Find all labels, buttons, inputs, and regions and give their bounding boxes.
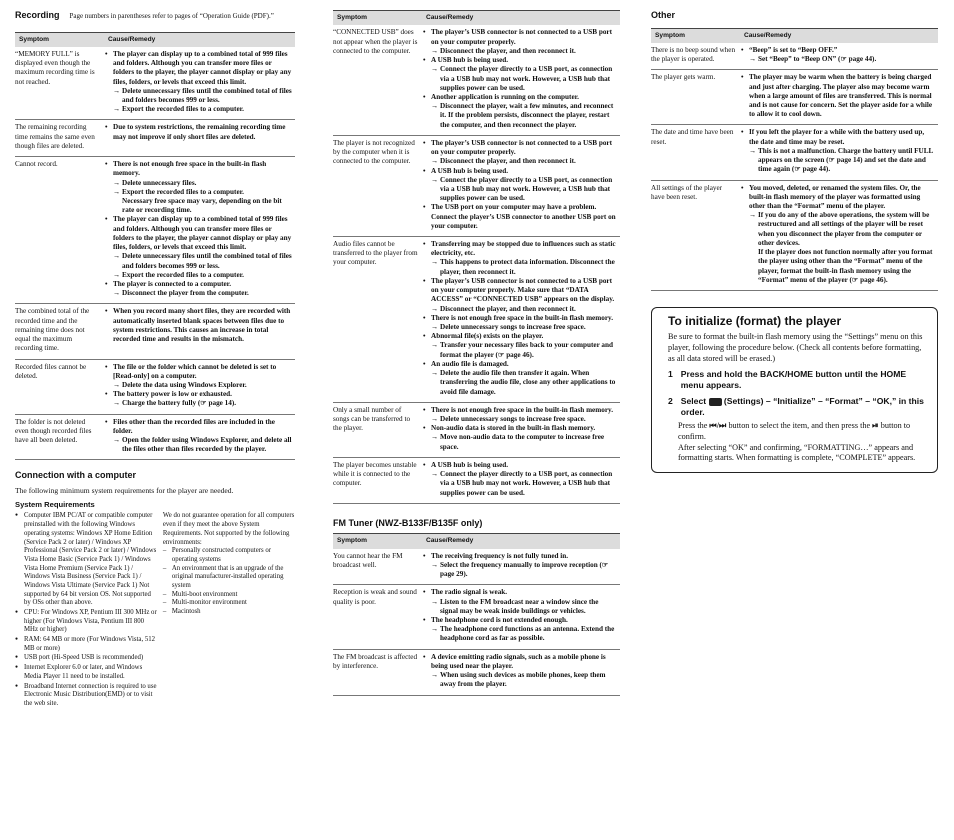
list-item: – Personally constructed computers or operating systems <box>163 547 295 564</box>
recording-table <box>15 32 295 461</box>
remedy-item: → Export the recorded files to a computer. <box>113 105 292 114</box>
cause-text: • The player can display up to a combined total of 999 files and folders. Although you can transfer more files or folders to the player, the player cannot display or play any files, folders, or levels that exceed this limit. <box>113 215 292 252</box>
symptom-cell: Audio files cannot be transferred to the player from your computer. <box>333 237 422 403</box>
cause-text: • There is not enough free space in the built-in flash memory. <box>431 405 614 414</box>
cause-item <box>740 46 935 64</box>
table-row <box>651 125 938 180</box>
cause-list <box>104 363 292 409</box>
cause-list <box>104 307 292 344</box>
table-row <box>333 135 620 236</box>
cause-list <box>422 552 617 580</box>
step-2-select: Select <box>680 396 707 407</box>
step-1 <box>668 369 929 391</box>
cause-text: • The USB port on your computer may have a problem. Connect the player’s USB connector to another USB port on your computer. <box>431 203 616 230</box>
cause-item <box>104 50 292 115</box>
remedy-item: → Move non-audio data to the computer to increase free space. <box>431 433 617 451</box>
table-row <box>15 157 295 304</box>
cause-list <box>740 46 935 64</box>
cause-list <box>422 240 617 397</box>
cause-cell <box>422 25 620 135</box>
remedy-item: → Disconnect the player, wait a few minutes, and reconnect it. If the problem persists, disconnect the player, restart the computer, and then reconnect the player. <box>431 102 617 130</box>
cause-item <box>740 128 935 174</box>
cause-text: • Files other than the recorded files are included in the folder. <box>113 417 275 435</box>
cause-text: • The player’s USB connector is not connected to a USB port on your computer properly. <box>431 28 613 46</box>
column-2 <box>333 10 620 702</box>
remedy-item: → Export the recorded files to a computer. <box>113 188 292 197</box>
remedy-item: → When using such devices as mobile phones, keep them away from the player. <box>431 671 617 689</box>
cause-item <box>422 240 617 277</box>
cause-text: • There is not enough free space in the built-in flash memory. <box>431 313 614 322</box>
step-2-text: (Settings) – “Initialize” – “Format” – “OK,” in this order. <box>680 396 924 418</box>
remedy-item: → Disconnect the player from the computer. <box>113 289 292 298</box>
symptom-cell: The remaining recording time remains the same even though files are deleted. <box>15 120 104 157</box>
table-row <box>15 47 295 120</box>
cause-cell <box>422 402 620 457</box>
cause-item <box>104 160 292 215</box>
step-2-body <box>678 421 929 464</box>
fm-table <box>333 533 620 695</box>
cause-text: • The player can display up to a combined total of 999 files and folders. Although you can transfer more files or folders to the player, the player cannot display or play any files, folders, or levels that exceed this limit. <box>113 49 292 86</box>
cause-cell <box>422 457 620 503</box>
remedy-item: → This happens to protect data information. Disconnect the player, then reconnect it. <box>431 258 617 276</box>
page-note: Page numbers in parentheses refer to pages of “Operation Guide (PDF).” <box>69 12 274 20</box>
remedy-item: → Delete unnecessary songs to increase free space. <box>431 323 617 332</box>
cause-item <box>740 73 935 119</box>
cause-item <box>104 215 292 280</box>
cause-cell <box>740 43 938 70</box>
cause-text: • When you record many short files, they are recorded with automatically inserted blank spaces between files due to system restrictions. This causes an increase in total recorded time and results in the mismatch. <box>113 307 291 344</box>
cause-text: • A USB hub is being used. <box>431 56 509 65</box>
table-row <box>15 304 295 359</box>
cause-list <box>422 653 617 690</box>
section-title-recording: Recording <box>15 10 60 20</box>
cause-item <box>422 616 617 644</box>
step-2-number: 2 <box>668 396 673 407</box>
symptom-cell: The FM broadcast is affected by interference. <box>333 649 422 695</box>
format-box <box>651 307 938 473</box>
symptom-cell: “MEMORY FULL” is displayed even though the maximum recording time is not reached. <box>15 47 104 120</box>
cause-item <box>422 277 617 314</box>
table-row <box>333 549 620 585</box>
symptom-cell: “CONNECTED USB” does not appear when the player is connected to the computer. <box>333 25 422 135</box>
step-2-body-2: After selecting “OK” and confirming, “FORMATTING…” appears and formatting starts. When formatting is complete, “COMPLETE” appears. <box>678 442 916 463</box>
cause-item <box>422 56 617 93</box>
col-header-symptom: Symptom <box>15 32 104 47</box>
remedy-item: → Delete unnecessary files until the combined total of files and folders becomes 999 or less. <box>113 252 292 270</box>
format-intro: Be sure to format the built-in flash memory using the “Settings” menu on this player, following the procedure below. (Check all contents before formatting, as all data stored will be erased.) <box>668 332 923 363</box>
cause-item <box>422 406 617 424</box>
cause-cell <box>422 135 620 236</box>
cause-text: • “Beep” is set to “Beep OFF.” <box>749 45 838 54</box>
cause-item <box>104 418 292 455</box>
col-header-cause: Cause/Remedy <box>104 32 295 47</box>
cause-text: • An audio file is damaged. <box>431 359 509 368</box>
cause-cell <box>104 157 295 304</box>
cause-cell <box>422 585 620 649</box>
remedy-note: Necessary free space may vary, depending on the bit rate or recording time. <box>122 197 282 215</box>
cause-text: • Due to system restrictions, the remaining recording time may not improve if only short files are deleted. <box>113 123 286 141</box>
cause-text: • Another application is running on the computer. <box>431 92 579 101</box>
section-title-connection: Connection with a computer <box>15 470 137 481</box>
remedy-item: → This is not a malfunction. Charge the battery until FULL appears on the screen (☞ page 14) and set the date and time again (☞ page 44). <box>749 147 935 175</box>
cause-list <box>422 28 617 129</box>
section-title-fm: FM Tuner (NWZ-B133F/B135F only) <box>333 517 483 528</box>
symptom-cell: The folder is not deleted even though recorded files have all been deleted. <box>15 414 104 460</box>
cause-list <box>104 123 292 141</box>
col-header-cause: Cause/Remedy <box>422 534 620 549</box>
remedy-item: → Disconnect the player, and then reconnect it. <box>431 305 617 314</box>
col-header-cause: Cause/Remedy <box>422 11 620 26</box>
remedy-note: If the player does not function normally after you format the player using other than the “Format” menu of the player, format the built-in flash memory using the “Format” menu of the player (☞ page 46). <box>758 248 933 284</box>
remedy-item: → Delete the data using Windows Explorer. <box>113 381 292 390</box>
cause-item <box>422 203 617 231</box>
cause-text: • The player may be warm when the battery is being charged and just after charging. The player also may become warm when a large amount of files are transferred. This is normal and is not cause for concern. Set the player aside for a while to allow it to cool down. <box>749 73 933 119</box>
connection-intro: The following minimum system requirements for the player are needed. <box>15 486 234 495</box>
cause-cell <box>422 237 620 403</box>
column-3 <box>651 10 938 473</box>
remedy-item: → Export the recorded files to a computer. <box>113 271 292 280</box>
unsupported-list <box>163 547 295 617</box>
symptom-cell: You cannot hear the FM broadcast well. <box>333 549 422 585</box>
cause-text: • A USB hub is being used. <box>431 460 509 469</box>
section-title-other: Other <box>651 10 676 20</box>
remedy-item: → Delete unnecessary files until the combined total of files and folders becomes 999 or less. <box>113 87 292 105</box>
prev-next-icon: ⏮/⏭ <box>709 421 727 431</box>
connection-table <box>333 10 620 504</box>
requirements-list <box>15 512 157 708</box>
cause-cell <box>104 359 295 414</box>
remedy-item: → If you do any of the above operations, the system will be restructured and all settings of the player will be reset when you disconnect the player from the computer or other devices. <box>749 211 935 248</box>
step-2 <box>668 396 929 418</box>
toolbox-icon <box>709 398 722 406</box>
remedy-item: → Connect the player directly to a USB port, as connection via a USB hub may not work. However, a USB hub that supplies power can be used. <box>431 176 617 204</box>
table-row <box>333 402 620 457</box>
table-row <box>651 180 938 290</box>
symptom-cell: Reception is weak and sound quality is poor. <box>333 585 422 649</box>
connection-rows <box>333 25 620 503</box>
table-row <box>15 359 295 414</box>
symptom-cell: Cannot record. <box>15 157 104 304</box>
col-header-symptom: Symptom <box>333 534 422 549</box>
cause-cell <box>422 649 620 695</box>
step-1-number: 1 <box>668 369 673 380</box>
cause-item <box>104 280 292 298</box>
col-header-symptom: Symptom <box>333 11 422 26</box>
table-row <box>651 70 938 125</box>
cause-text: • The player’s USB connector is not connected to a USB port on your computer properly. <box>431 138 613 157</box>
table-row <box>333 237 620 403</box>
col-header-symptom: Symptom <box>651 28 740 43</box>
cause-item <box>422 139 617 167</box>
recording-rows <box>15 47 295 460</box>
fm-rows <box>333 549 620 695</box>
remedy-item: → Set “Beep” to “Beep ON” (☞ page 44). <box>749 55 935 64</box>
column-1 <box>15 10 295 710</box>
list-item: ● USB port (Hi-Speed USB is recommended) <box>15 654 157 663</box>
cause-cell <box>740 125 938 180</box>
symptom-cell: The combined total of the recorded time and the remaining time does not equal the maximum recording time. <box>15 304 104 359</box>
recording-header <box>15 10 295 26</box>
step-2-body-pre: Press the <box>678 421 708 431</box>
cause-item <box>104 123 292 141</box>
step-1-text: Press and hold the BACK/HOME button until the HOME menu appears. <box>680 369 907 391</box>
cause-text: • The player’s USB connector is not connected to a USB port on your computer properly. Make sure that “DATA ACCESS” or “CONNECTED USB” appears on the display. <box>431 276 615 304</box>
cause-text: • The headphone cord is not extended enough. <box>431 615 568 624</box>
cause-item <box>422 653 617 690</box>
list-item: ● CPU: For Windows XP, Pentium III 300 MHz or higher (For Windows Vista, Pentium III 800 MHz or higher) <box>15 609 157 635</box>
cause-list <box>422 588 617 643</box>
col-header-cause: Cause/Remedy <box>740 28 938 43</box>
table-row <box>15 414 295 460</box>
cause-item <box>422 93 617 130</box>
cause-text: • Transferring may be stopped due to influences such as static electricity, etc. <box>431 240 616 258</box>
list-item: – Multi-boot environment <box>163 591 295 600</box>
remedy-item: → Transfer your necessary files back to your computer and format the player (☞ page 46). <box>431 341 617 359</box>
table-row <box>333 25 620 135</box>
remedy-item: → Disconnect the player, and then reconnect it. <box>431 157 617 166</box>
other-table <box>651 28 938 291</box>
remedy-item: → Delete unnecessary songs to increase free space. <box>431 415 617 424</box>
remedy-item: → Delete unnecessary files. <box>113 179 292 188</box>
cause-text: • You moved, deleted, or renamed the system files. Or, the built-in flash memory of the player was formatted using other than the “Format” menu of the player. <box>749 183 921 211</box>
cause-cell <box>104 47 295 120</box>
cause-text: • The radio signal is weak. <box>431 588 508 597</box>
other-rows <box>651 43 938 291</box>
table-row <box>333 585 620 649</box>
system-requirements-title: System Requirements <box>15 499 95 509</box>
cause-item <box>104 363 292 391</box>
system-requirements <box>15 512 295 709</box>
cause-cell <box>740 180 938 290</box>
list-item: – Multi-monitor environment <box>163 599 295 608</box>
cause-text: • If you left the player for a while with the battery used up, the date and time may be reset. <box>749 128 925 146</box>
remedy-item: → Listen to the FM broadcast near a window since the signal may be weak inside buildings or vehicles. <box>431 598 617 616</box>
cause-list <box>422 139 617 231</box>
cause-text: • The player is connected to a computer. <box>113 279 231 288</box>
cause-list <box>104 160 292 298</box>
cause-item <box>740 184 935 285</box>
cause-item <box>422 28 617 56</box>
remedy-item: → Connect the player directly to a USB port, as connection via a USB hub may not work. However, a USB hub that supplies power can be used. <box>431 65 617 93</box>
table-row <box>651 43 938 70</box>
list-item: ● Broadband Internet connection is required to use Electronic Music Distribution(EMD) or to visit the web site. <box>15 683 157 709</box>
cause-text: • Non-audio data is stored in the built-in flash memory. <box>431 424 596 433</box>
cause-list <box>740 184 935 285</box>
format-title: To initialize (format) the player <box>668 313 842 328</box>
cause-list <box>104 418 292 455</box>
symptom-cell: The player becomes unstable while it is connected to the computer. <box>333 457 422 503</box>
symptom-cell: The date and time have been reset. <box>651 125 740 180</box>
requirements-disclaimer: We do not guarantee operation for all computers even if they meet the above System Requirements. Not supported by the following environments: <box>162 512 295 546</box>
play-pause-icon: ⏯ <box>872 421 879 431</box>
symptom-cell: All settings of the player have been reset. <box>651 180 740 290</box>
list-item: ● Computer IBM PC/AT or compatible computer preinstalled with the following Windows operating systems: Windows XP Home Edition (Service Pack 2 or later) / Windows XP Professional (Service Pack 2 or later) / Windows Vista Home Basic (Service Pack 1) / Windows Vista Home Premium (Service Pack 1) / Windows Vista Business (Service Pack 1) / Windows Vista Ultimate (Service Pack 1) Not supported by 64 bit version OS. Not supported by OSs other than above. <box>15 512 157 608</box>
symptom-cell: There is no beep sound when the player is operated. <box>651 43 740 70</box>
cause-cell <box>422 549 620 585</box>
cause-list <box>104 50 292 115</box>
cause-list <box>740 73 935 119</box>
remedy-item: → Select the frequency manually to improve reception (☞ page 29). <box>431 561 617 579</box>
step-2-body-mid: button to select the item, and then press the <box>728 421 871 431</box>
cause-cell <box>740 70 938 125</box>
list-item: – An environment that is an upgrade of the original manufacturer-installed operating system <box>163 565 295 591</box>
cause-text: • The file or the folder which cannot be deleted is set to [Read-only] on a computer. <box>113 362 277 380</box>
cause-list <box>422 461 617 498</box>
cause-item <box>422 360 617 397</box>
remedy-item: → Delete the audio file then transfer it again. When transferring the audio file, close any other applications to avoid file damage. <box>431 369 617 397</box>
symptom-cell: Recorded files cannot be deleted. <box>15 359 104 414</box>
remedy-item: → Open the folder using Windows Explorer, and delete all the files other than files recorded by the player. <box>113 436 292 454</box>
symptom-cell: The player gets warm. <box>651 70 740 125</box>
symptom-cell: Only a small number of songs can be transferred to the player. <box>333 402 422 457</box>
cause-cell <box>104 414 295 460</box>
table-row <box>333 457 620 503</box>
cause-text: • A USB hub is being used. <box>431 166 509 175</box>
cause-item <box>422 552 617 580</box>
remedy-item: → The headphone cord functions as an antenna. Extend the headphone cord as far as possible. <box>431 625 617 643</box>
table-row <box>333 649 620 695</box>
cause-cell <box>104 120 295 157</box>
cause-cell <box>104 304 295 359</box>
cause-list <box>422 406 617 452</box>
remedy-item: → Disconnect the player, and then reconnect it. <box>431 47 617 56</box>
cause-item <box>422 588 617 616</box>
symptom-cell: The player is not recognized by the computer when it is connected to the computer. <box>333 135 422 236</box>
cause-item <box>422 332 617 360</box>
cause-item <box>422 461 617 498</box>
cause-text: • The receiving frequency is not fully tuned in. <box>431 551 569 560</box>
cause-list <box>740 128 935 174</box>
cause-item <box>422 314 617 332</box>
cause-text: • There is not enough free space in the built-in flash memory. <box>113 160 267 178</box>
list-item: – Macintosh <box>163 608 295 617</box>
cause-item <box>104 307 292 344</box>
table-row <box>15 120 295 157</box>
step-2-body-post: button to confirm. <box>678 421 911 441</box>
cause-text: • A device emitting radio signals, such as a mobile phone is being used near the player. <box>431 652 606 670</box>
list-item: ● RAM: 64 MB or more (For Windows Vista, 512 MB or more) <box>15 636 157 653</box>
remedy-item: → Charge the battery fully (☞ page 14). <box>113 399 292 408</box>
cause-text: • Abnormal file(s) exists on the player. <box>431 332 544 341</box>
cause-item <box>104 390 292 408</box>
cause-text: • The battery power is low or exhausted. <box>113 390 232 399</box>
list-item: ● Internet Explorer 6.0 or later, and Windows Media Player 11 need to be installed. <box>15 664 157 681</box>
cause-item <box>422 167 617 204</box>
cause-item <box>422 424 617 452</box>
remedy-item: → Connect the player directly to a USB port, as connection via a USB hub may not work. However, a USB hub that supplies power can be used. <box>431 470 617 498</box>
